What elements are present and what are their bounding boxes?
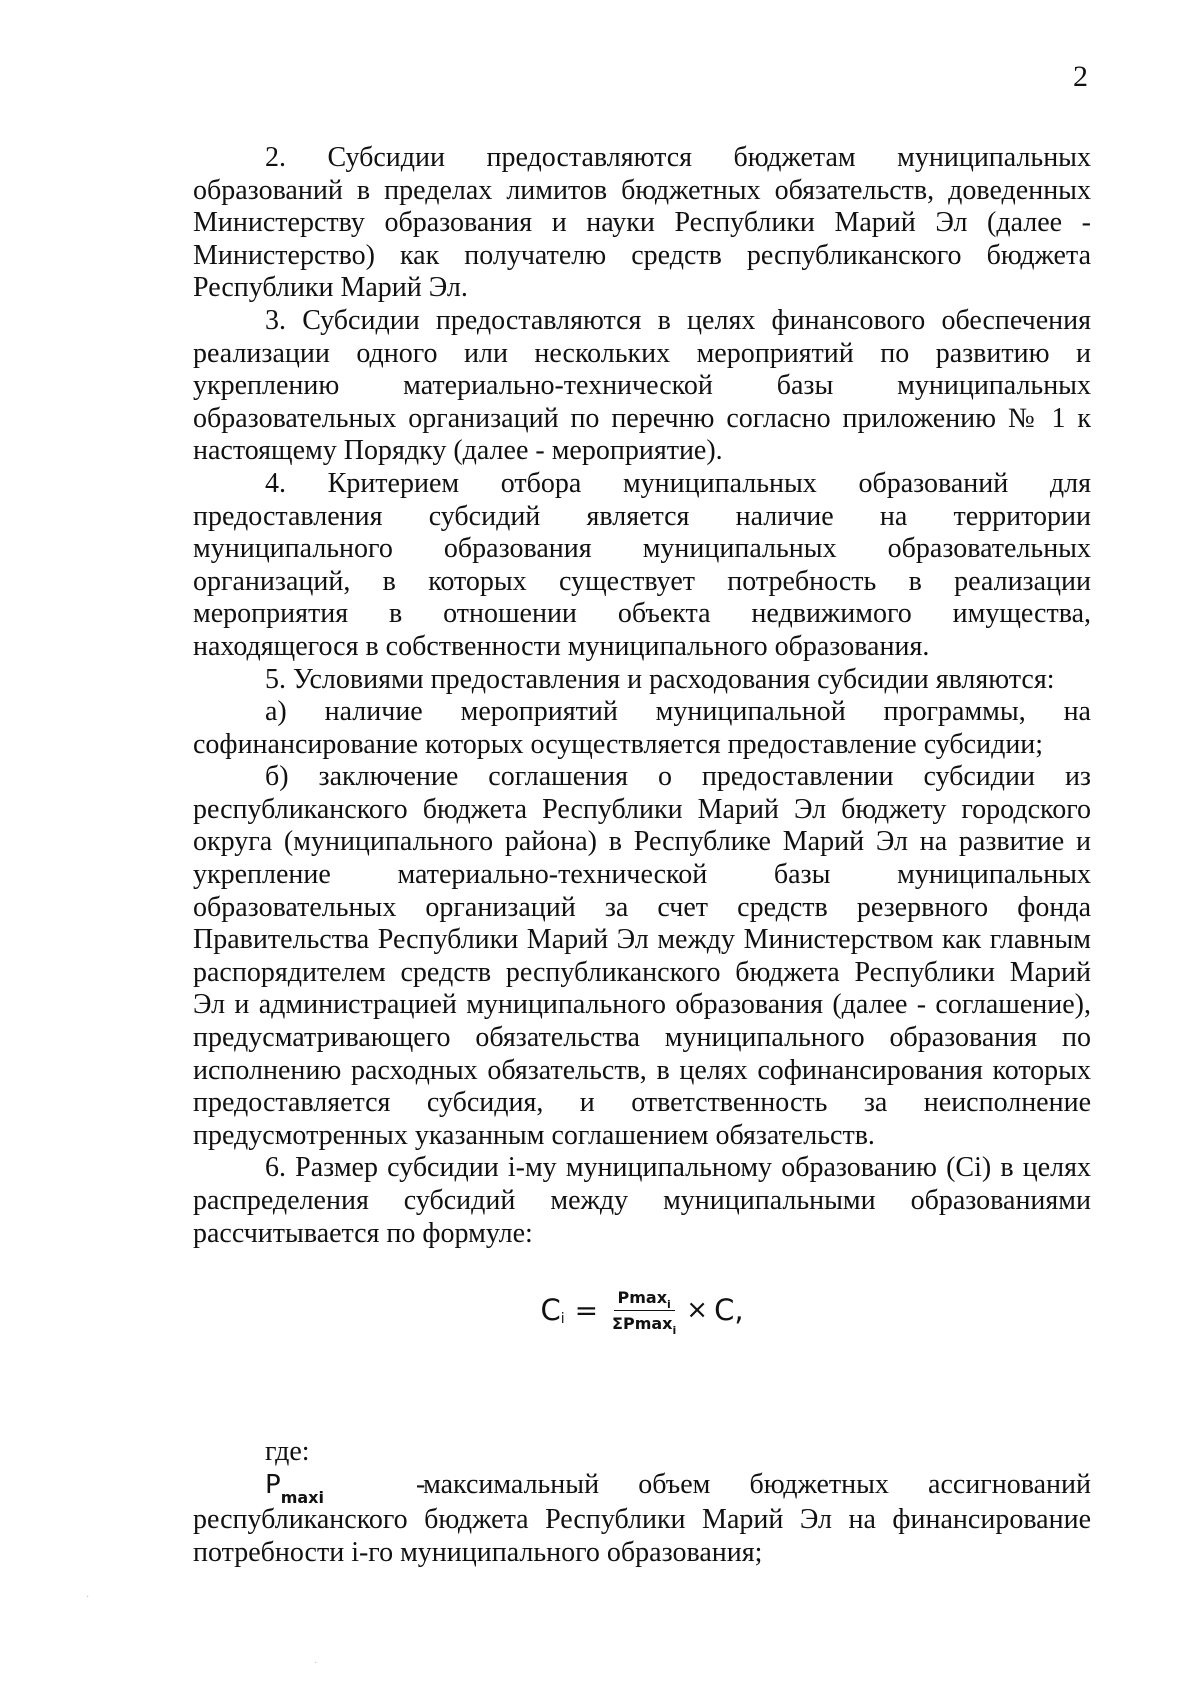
definition-text: максимальный объем бюджетных ассигнований республиканского бюджета Республики Марий Эл на финансирование потребности i-го муниципального образования;: [193, 1468, 1091, 1568]
formula-numerator: [614, 1288, 675, 1311]
paragraph-item-5a: а) наличие мероприятий муниципальной программы, на софинансирование которых осуществляется предоставление субсидии;: [193, 696, 1091, 760]
formula-denominator-subscript: max: [634, 1313, 673, 1333]
paragraph-item-3: 3. Субсидии предоставляются в целях финансового обеспечения реализации одного или нескольких мероприятий по развитию и укреплению материально-технической базы муниципальных образовательных организаций по перечню согласно приложению № 1 к настоящему Порядку (далее - мероприятие).: [193, 304, 1091, 467]
formula-denominator-symbol: ΣP: [612, 1313, 635, 1333]
formula-numerator-subscript: max: [629, 1287, 668, 1307]
definition-dash: -: [415, 1468, 426, 1500]
formula-lhs: C: [540, 1293, 561, 1328]
formula-lhs-subscript: i: [560, 1311, 565, 1328]
definition-symbol: P: [265, 1469, 281, 1500]
formula-denominator: [608, 1311, 680, 1337]
page-number: 2: [1073, 60, 1088, 93]
formula-equals: =: [574, 1293, 599, 1327]
scan-speck: ·: [86, 1592, 90, 1603]
where-label: где:: [265, 1436, 310, 1468]
paragraph-item-5b: б) заключение соглашения о предоставлении субсидии из республиканского бюджета Республики Марий Эл бюджету городского округа (муниципального района) в Республике Марий Эл на развитие и укрепление материально-технической базы муниципальных образовательных организаций за счет средств резервного фонда Правительства Республики Марий Эл между Министерством как главным распорядителем средств республиканского бюджета Республики Марий Эл и администрацией муниципального образования (далее - соглашение), предусматривающего обязательства муниципального образования по исполнению расходных обязательств, в целях софинансирования которых предоставляется субсидия, и ответственность за неисполнение предусмотренных указанным соглашением обязательств.: [193, 761, 1091, 1151]
definition-symbol-subscript: [281, 1488, 324, 1507]
scan-speck: ·: [314, 1658, 318, 1669]
definition-pmax: [193, 1469, 1091, 1570]
paragraph-item-2: 2. Субсидии предоставляются бюджетам муниципальных образований в пределах лимитов бюджетных обязательств, доведенных Министерству образования и науки Республики Марий Эл (далее - Министерство) как получателю средств республиканского бюджета Республики Марий Эл.: [193, 142, 1091, 304]
paragraph-item-5: 5. Условиями предоставления и расходования субсидии являются:: [265, 663, 1055, 695]
paragraph-item-6: 6. Размер субсидии i-му муниципальному образованию (Ci) в целях распределения субсидий между муниципальными образованиями рассчитывается по формуле:: [193, 1152, 1091, 1249]
formula-fraction: [608, 1287, 680, 1337]
formula-times: ×: [686, 1295, 709, 1326]
body-text: [193, 142, 1091, 1570]
definition-subscript-max: max: [280, 1487, 319, 1507]
formula-numerator-index: i: [667, 1297, 671, 1311]
formula-rhs: C,: [714, 1293, 744, 1328]
formula-numerator-symbol: P: [617, 1287, 630, 1307]
definition-subscript-index: i: [318, 1487, 324, 1507]
subsidy-formula: [193, 1262, 1091, 1358]
paragraph-item-4: 4. Критерием отбора муниципальных образований для предоставления субсидий является наличие на территории муниципального образования муниципальных образовательных организаций, в которых существует потребность в реализации мероприятия в отношении объекта недвижимого имущества, находящегося в собственности муниципального образования.: [193, 467, 1091, 662]
formula-denominator-index: i: [672, 1323, 677, 1337]
